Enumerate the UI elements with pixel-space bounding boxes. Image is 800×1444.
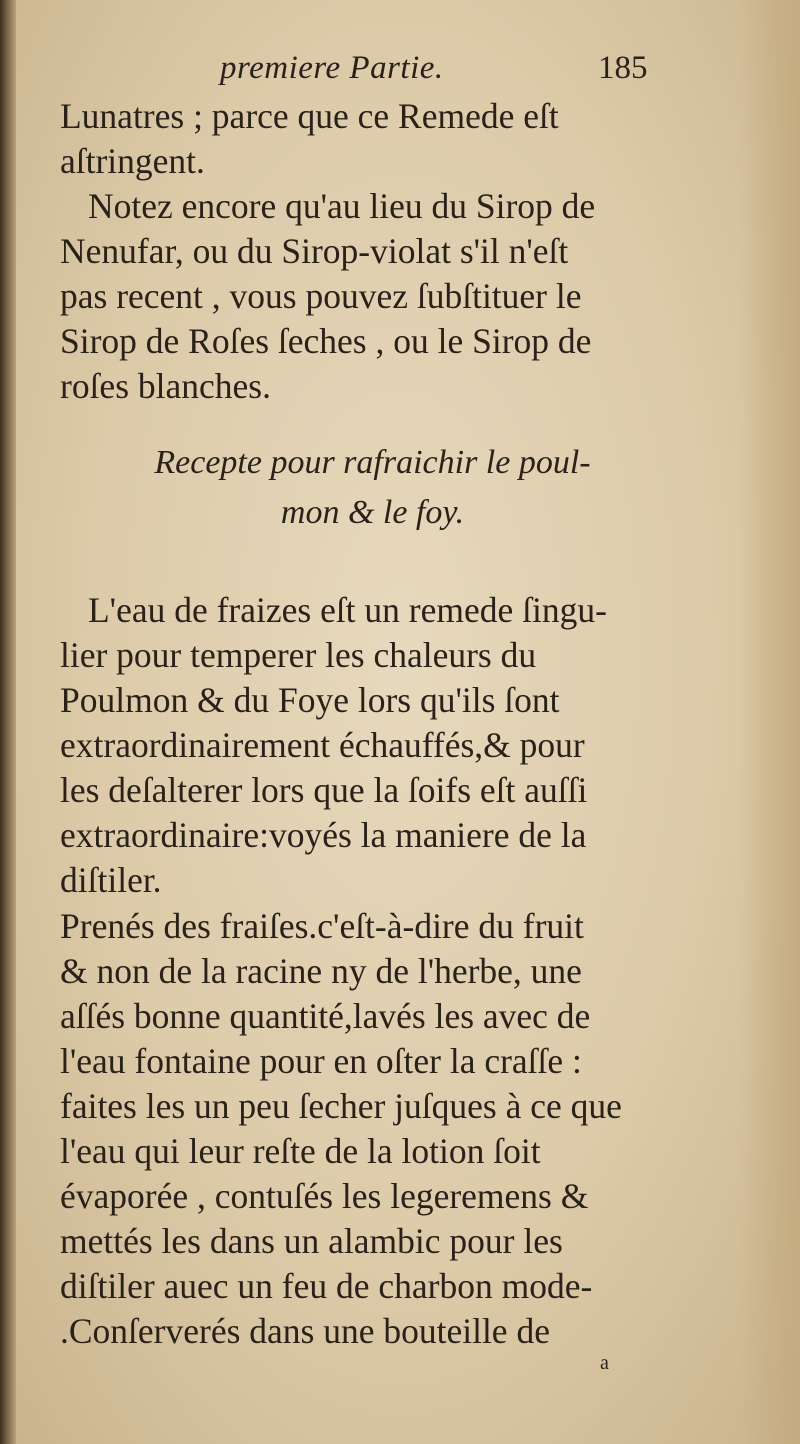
text-line: diſtiler auec un feu de charbon mode-: [60, 1266, 593, 1306]
page-header: [0, 50, 800, 90]
text-line: faites les un peu ſecher juſques à ce que: [60, 1086, 622, 1126]
running-title: premiere Partie.: [220, 50, 444, 86]
text-line: lier pour temperer les chaleurs du: [60, 635, 537, 675]
text-line: L'eau de fraizes eſt un remede ſingu-: [88, 590, 607, 630]
text-line: extraordinairement échauffés,& pour: [60, 725, 585, 765]
text-line: aſtringent.: [60, 141, 205, 181]
text-line: Sirop de Roſes ſeches , ou le Sirop de: [60, 321, 592, 361]
paragraph-lunatres: [60, 94, 685, 184]
recipe-heading: [60, 438, 685, 538]
text-line: diſtiler.: [60, 860, 162, 900]
text-line: extraordinaire:voyés la maniere de la: [60, 815, 587, 855]
page-edge-stain: [740, 0, 800, 1444]
text-line: pas recent , vous pouvez ſubſtituer le: [60, 276, 582, 316]
text-line: aſſés bonne quantité,lavés les avec de: [60, 996, 591, 1036]
signature-mark: a: [600, 1352, 609, 1374]
text-line: les deſalterer lors que la ſoifs eſt auſſi: [60, 770, 588, 810]
text-line: Notez encore qu'au lieu du Sirop de: [88, 186, 596, 226]
text-line: .Conſerverés dans une bouteille de: [60, 1311, 550, 1351]
text-line: & non de la racine ny de l'herbe, une: [60, 951, 582, 991]
page-number: 185: [598, 50, 648, 86]
text-line: mettés les dans un alambic pour les: [60, 1221, 563, 1261]
paragraph-prenes: [60, 904, 685, 1354]
heading-line: Recepte pour rafraichir le poul-: [154, 444, 591, 481]
paragraph-notez: [60, 184, 685, 409]
paragraph-eau-de-fraizes: [60, 588, 685, 903]
text-line: l'eau fontaine pour en oſter la craſſe :: [60, 1041, 582, 1081]
text-line: Lunatres ; parce que ce Remede eſt: [60, 96, 559, 136]
text-line: Prenés des fraiſes.c'eſt-à-dire du fruit: [60, 906, 584, 946]
text-line: l'eau qui leur reſte de la lotion ſoit: [60, 1131, 541, 1171]
text-line: Nenufar, ou du Sirop-violat s'il n'eſt: [60, 231, 569, 271]
text-line: Poulmon & du Foye lors qu'ils ſont: [60, 680, 560, 720]
heading-line: mon & le foy.: [280, 494, 465, 531]
text-line: évaporée , contuſés les legeremens &: [60, 1176, 589, 1216]
binding-gutter-shadow: [0, 0, 16, 1444]
text-line: roſes blanches.: [60, 366, 271, 406]
